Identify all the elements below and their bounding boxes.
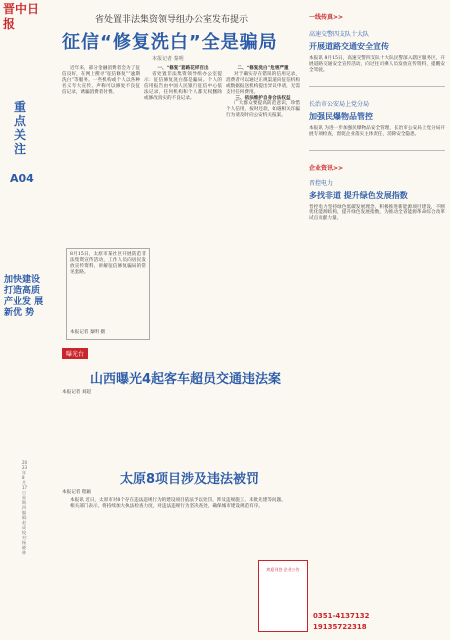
- photo-credit: 本报记者 秦明 摄: [70, 330, 106, 336]
- bottom-body: [62, 498, 297, 510]
- sec3-sub: 晋控电力: [309, 179, 334, 187]
- ad-phone-1: 0351-4137132: [313, 612, 370, 620]
- sec3-headline: 多找非道 提升绿色发展指数: [309, 190, 408, 200]
- lead-paragraph: 对于确实存在错误的信用记录，消费者可以通过正规渠道向征信机构或数据报送机构提出异议申请，无需支付任何费用。: [226, 71, 300, 95]
- left-slogan: 加快建设 打造高质 产业发 展新优 势: [4, 275, 44, 318]
- ad-box: [258, 560, 308, 632]
- left-strip: [0, 60, 55, 640]
- sec2-text: 本报讯 为进一步加强民爆物品安全管理，长治市公安局上党分局开展专项检查，督促企业落实主体责任，消除安全隐患。: [309, 125, 445, 137]
- lead-paragraph: 近年来，部分金融消费者会为了征信良好，在网上搜寻“征信修复”“逾期洗白”等服务。一些机构或个人以各种名义夸大宣传，声称可以修复不良征信记录，诱骗消费者付费。: [62, 66, 140, 95]
- sec1-text: 本报讯 8月15日，高速交警四支队十大队民警深入辖区服务区，开展道路交通安全宣传活动，向过往司乘人员发放宣传资料，提醒安全驾驶。: [309, 56, 445, 73]
- sec1-tag: 一线传真>>: [309, 14, 344, 21]
- divider: [309, 86, 445, 87]
- sec3-text: 晋控电力坚持绿色低碳发展理念，积极推进新能源项目建设，不断优化能源结构，提升绿色发展指数，为推动全省能源革命综合改革试点贡献力量。: [309, 204, 445, 222]
- ad-phone-2: 19135722318: [313, 623, 367, 631]
- lead-body-2: [144, 66, 222, 101]
- bottom-paragraph: 相关部门表示，将持续加大执法检查力度，对违法违规行为坚决查处，确保城市建设规范有序。: [70, 503, 263, 509]
- lead-kicker: 省处置非法集资领导组办公室发布提示: [95, 15, 249, 25]
- lead-body-3: [226, 66, 300, 119]
- photo-box: [66, 248, 150, 340]
- sec3-tag: 企业资讯>>: [309, 164, 344, 172]
- lead-paragraph: 省处置非法集资领导组办公室提示：征信修复洗白都是骗局。个人的信用报告由中国人民银行征信中心依法记录，任何机构和个人都无权删除或修改真实的不良记录。: [144, 71, 222, 101]
- lead-paragraph: 广大群众要提高防范意识，珍惜个人信用，按时还款，如遇相关诈骗行为请及时向公安机关报案。: [226, 101, 300, 119]
- bottom-paragraph: 本报讯 近日，太原市对8个存在违法违规行为的建设项目依法予以处罚，涉及违规施工、未批先建等问题。: [70, 498, 286, 503]
- mid-byline: 本报记者 刘超: [62, 390, 92, 395]
- bottom-byline: 本报记者 程颖: [62, 490, 92, 495]
- lead-body: [62, 66, 140, 96]
- lead-headline: 征信“修复洗白”全是骗局: [62, 32, 278, 53]
- masthead-logo: [3, 2, 46, 42]
- divider: [309, 150, 445, 151]
- bottom-headline: 太原8项目涉及违法被罚: [120, 472, 260, 487]
- lead-section-head: 一、“修复”套路花样百出: [157, 66, 209, 71]
- sec2-sub: 长治市公安局上党分局: [309, 100, 370, 108]
- sec1-headline: 开展道路交通安全宣传: [309, 42, 389, 51]
- vertical-info: 2023年8月17日 星期四 编辑：赵成 校对：杨晓林: [22, 460, 30, 555]
- ad-label: 欢迎刊登 企业公告: [266, 567, 300, 572]
- section-tag-exposure: 曝光台: [62, 348, 88, 359]
- mid-headline: 山西曝光4起客车超员交通违法案: [90, 372, 282, 387]
- photo-caption: 8月15日，太原市某社区开展防范非法集资宣传活动，工作人员向居民发放宣传资料，讲解征信修复骗局的常见套路。: [70, 252, 146, 275]
- sec2-headline: 加强民爆物品管控: [309, 111, 373, 121]
- section-title: 重点关注: [14, 100, 27, 156]
- right-column: [309, 12, 445, 222]
- lead-byline: 本报记者 秦明: [152, 56, 184, 62]
- lead-section-head: 二、“修复洗白”危害严重: [237, 66, 289, 71]
- lead-section-head: 三、依法维护自身合法权益: [235, 95, 291, 101]
- sec1-sub: 高速交警四支队十大队: [309, 31, 370, 38]
- masthead-logo-text: 晋中日报: [3, 2, 40, 31]
- page-code: A04: [10, 172, 34, 185]
